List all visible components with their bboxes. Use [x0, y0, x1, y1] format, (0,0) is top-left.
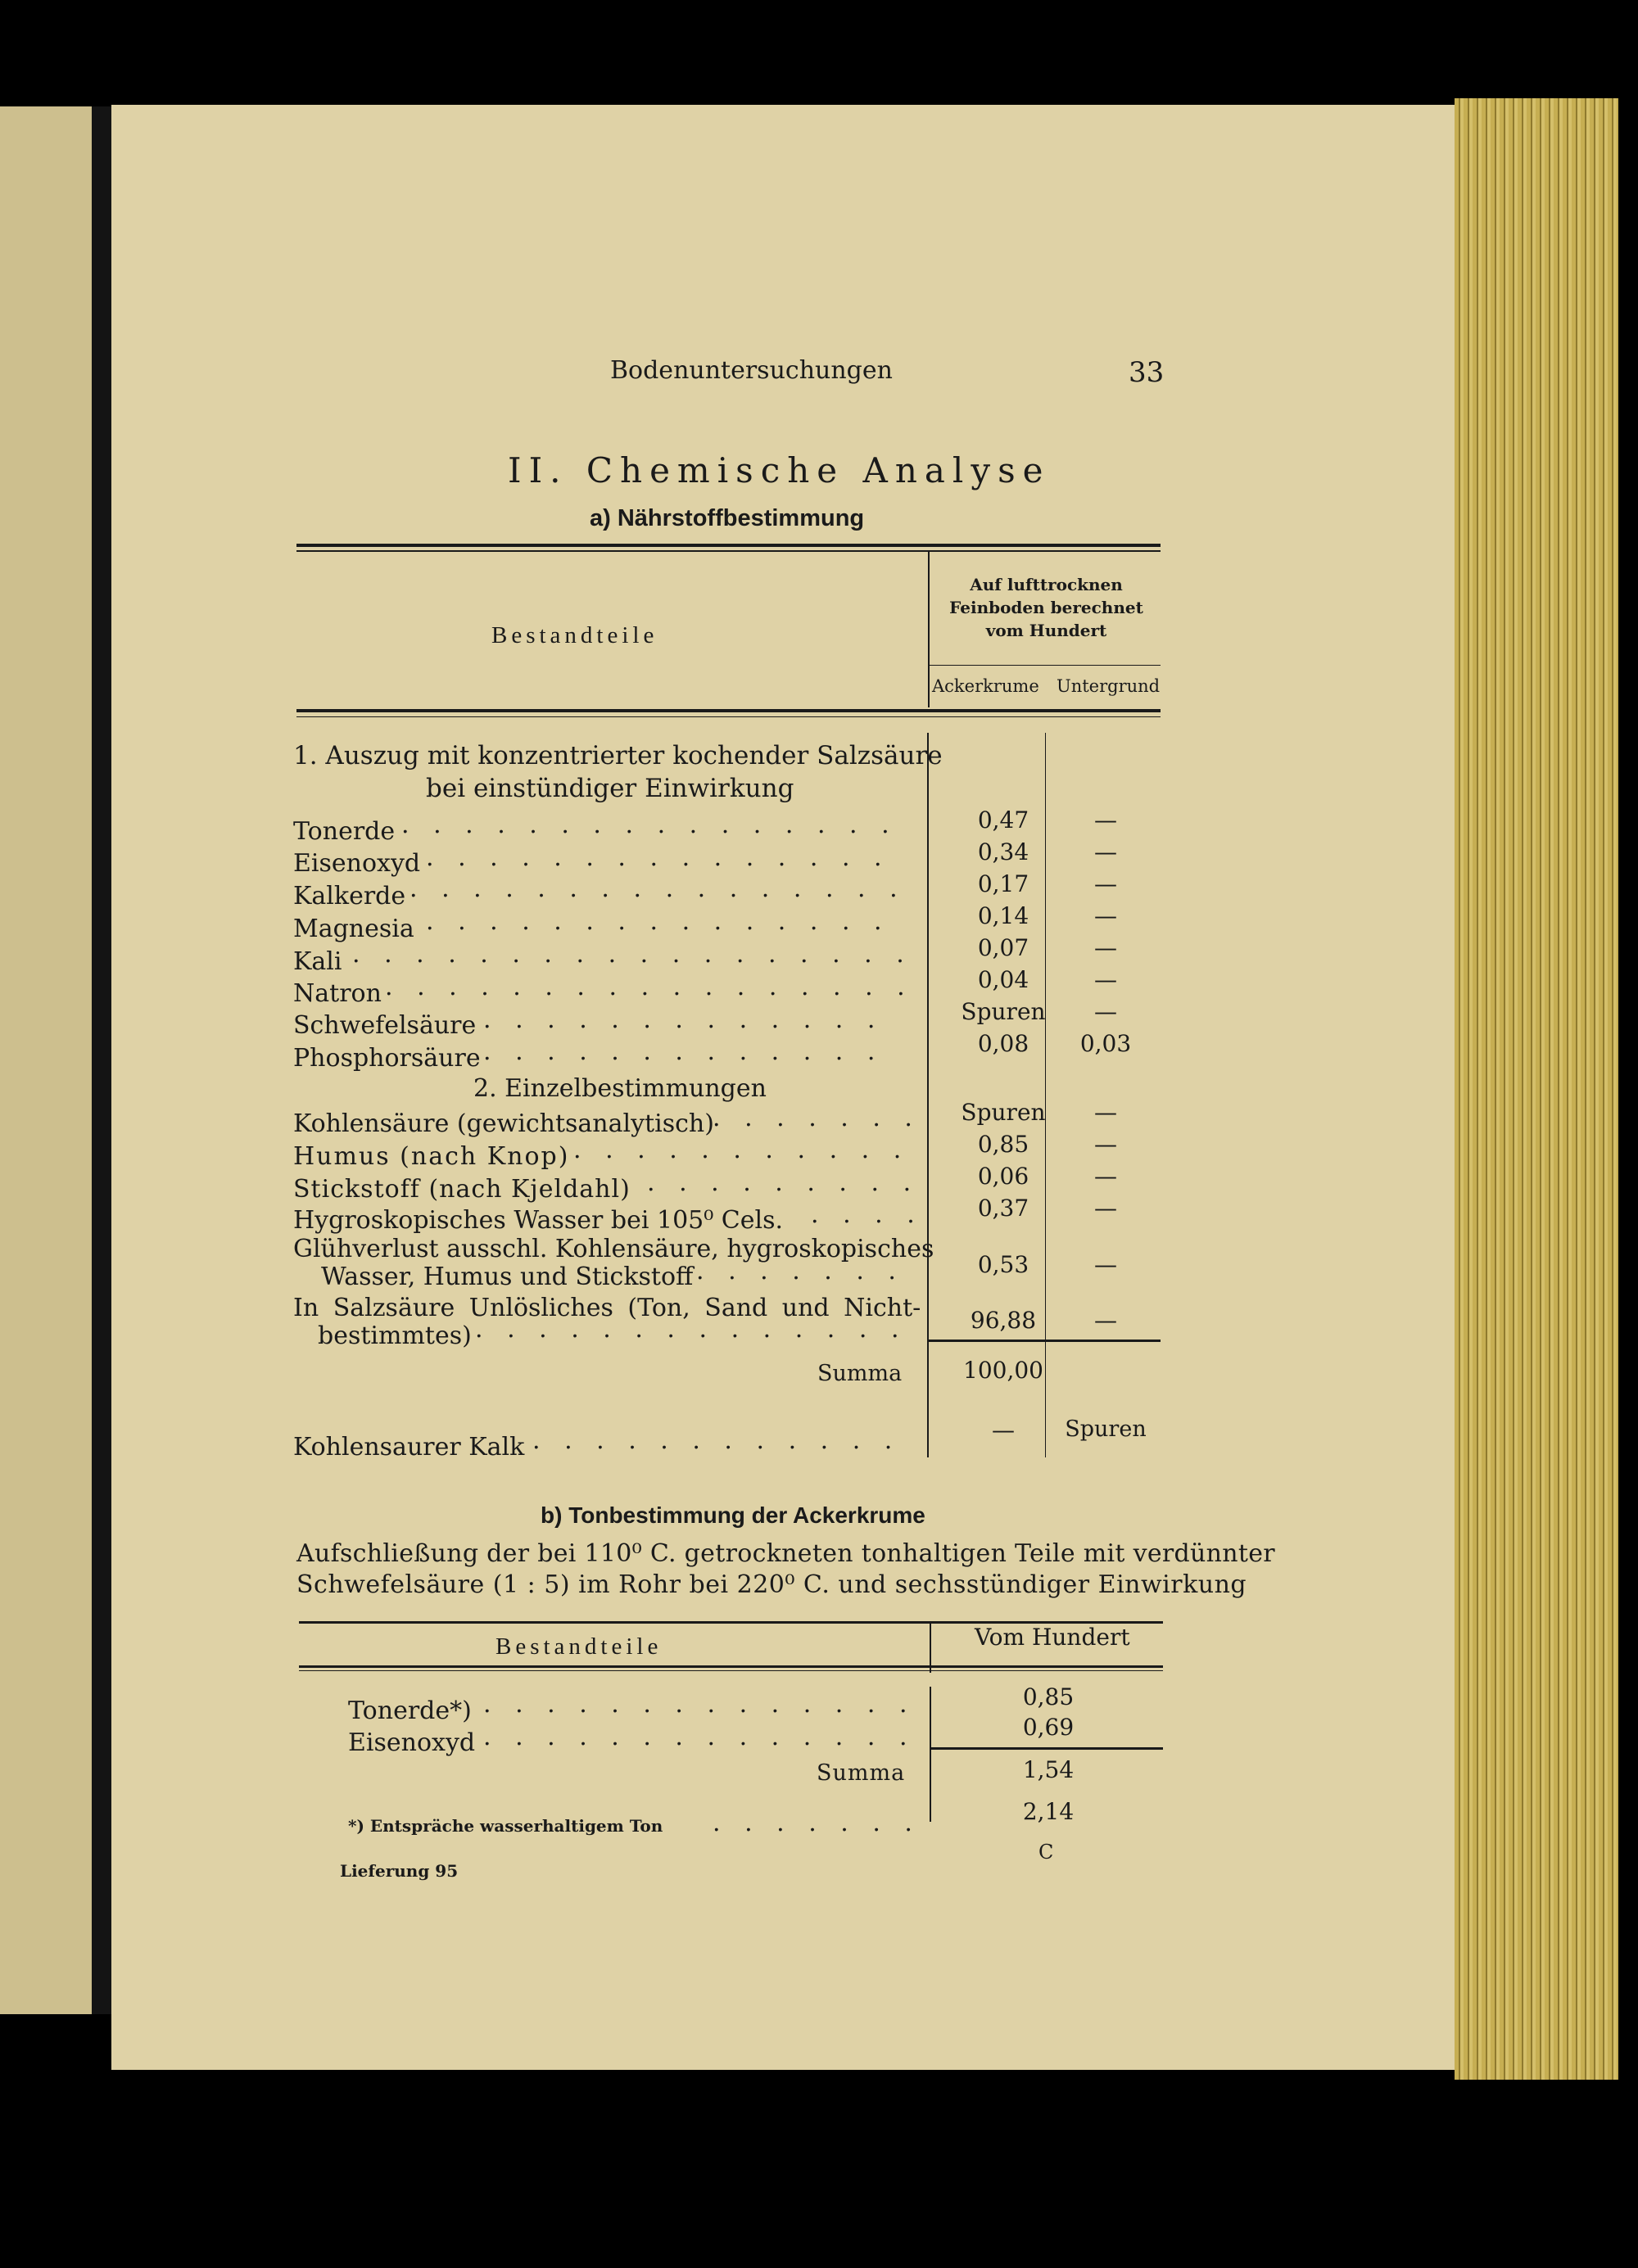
row-value-untergrund: — — [1094, 966, 1117, 993]
row-value-untergrund: — — [1094, 806, 1117, 834]
row-value-ackerkrume: 0,37 — [977, 1195, 1029, 1222]
table-b-summa-rule — [930, 1747, 1163, 1750]
page-number: 33 — [1129, 356, 1165, 389]
row-value-ackerkrume: Spuren — [961, 998, 1046, 1025]
row-label-phosphorsaeure: Phosphorsäure — [293, 1044, 481, 1073]
row-label-stickstoff: Stickstoff (nach Kjeldahl) — [293, 1175, 631, 1204]
row-label-natron: Natron — [293, 979, 382, 1008]
table-b-row-value: 0,69 — [1022, 1714, 1075, 1741]
col-untergrund: Untergrund — [1057, 676, 1161, 696]
book-gutter — [92, 106, 111, 2014]
row-label-gluehverlust: Glühverlust ausschl. Kohlensäure, hygroskopisches — [293, 1235, 934, 1263]
row-value-ackerkrume: 0,14 — [977, 902, 1029, 929]
part-a-title: a) Nährstoffbestimmung — [590, 505, 865, 531]
row-label-unloesliches: In Salzsäure Unlösliches (Ton, Sand und Nicht- — [293, 1294, 921, 1322]
part-b-title: b) Tonbestimmung der Ackerkrume — [541, 1502, 925, 1528]
row-value-untergrund: — — [1094, 838, 1117, 865]
summa-value: 100,00 — [963, 1357, 1043, 1384]
row-label-unloesliches-line2: bestimmtes) — [318, 1321, 472, 1350]
row-value-ackerkrume: 0,53 — [977, 1251, 1029, 1278]
footnote-label: *) Entspräche wasserhaltigem Ton — [348, 1816, 663, 1836]
row-label-schwefelsaeure: Schwefelsäure — [293, 1011, 477, 1040]
row-value-untergrund: — — [1094, 998, 1117, 1025]
row-label-humus: Humus (nach Knop) — [293, 1142, 570, 1171]
summa-label: Summa — [817, 1361, 903, 1386]
row-value-ackerkrume: 0,47 — [977, 806, 1029, 834]
row-label-kalkerde: Kalkerde — [293, 882, 406, 910]
section1-line2: bei einstündiger Einwirkung — [426, 774, 794, 803]
table-b-summa-label: Summa — [817, 1760, 906, 1786]
row-value-untergrund: — — [1094, 1307, 1117, 1334]
book-page — [111, 105, 1455, 2070]
signature-mark: C — [1038, 1841, 1054, 1864]
row-value-ackerkrume: 0,07 — [977, 934, 1029, 961]
row-value-ackerkrume: 0,85 — [977, 1131, 1029, 1158]
part-b-description-line2: Schwefelsäure (1 : 5) im Rohr bei 220⁰ C. und sechsstündiger Einwirkung — [296, 1570, 1247, 1599]
row-value-untergrund: — — [1094, 870, 1117, 897]
row-label-magnesia: Magnesia — [293, 915, 414, 943]
table-a-col-divider — [927, 733, 929, 1457]
row-value-ackerkrume: 0,17 — [977, 870, 1029, 897]
row-value-untergrund: 0,03 — [1079, 1030, 1132, 1057]
row-value-ackerkrume: 0,08 — [977, 1030, 1029, 1057]
left-page-edge — [0, 106, 92, 2014]
row-label-kali: Kali — [293, 947, 342, 976]
row-label-hygroskopisches-wasser: Hygroskopisches Wasser bei 105⁰ Cels. — [293, 1206, 784, 1235]
book-page-edges — [1455, 98, 1618, 2080]
row-label-tonerde: Tonerde — [293, 817, 396, 846]
lieferung-label: Lieferung 95 — [340, 1861, 459, 1881]
table-a-summa-rule — [927, 1340, 1161, 1342]
row-label-gluehverlust-line2: Wasser, Humus und Stickstoff — [321, 1263, 694, 1291]
table-b-row-label-eisenoxyd: Eisenoxyd — [348, 1728, 476, 1757]
col-ackerkrume: Ackerkrume — [932, 676, 1039, 696]
section1-line1: 1. Auszug mit konzentrierter kochender Salzsäure — [293, 741, 943, 770]
row-value-ackerkrume: 0,06 — [977, 1163, 1029, 1190]
row-value-untergrund: — — [1094, 1163, 1117, 1190]
row-value-untergrund: — — [1094, 1099, 1117, 1126]
row-label-eisenoxyd: Eisenoxyd — [293, 849, 421, 878]
row-value-untergrund: — — [1094, 902, 1117, 929]
row-value-untergrund: — — [1094, 1131, 1117, 1158]
row-value-ackerkrume: Spuren — [961, 1099, 1046, 1126]
row-label-kohlensaurer-kalk: Kohlensaurer Kalk — [293, 1433, 525, 1462]
table-b-col-value-header: Vom Hundert — [975, 1624, 1130, 1651]
table-b-summa-value: 1,54 — [1022, 1756, 1075, 1783]
part-b-description-line1: Aufschließung der bei 110⁰ C. getrockneten tonhaltigen Teile mit verdünnter — [296, 1539, 1275, 1568]
section-title: II. Chemische Analyse — [508, 450, 1051, 490]
table-a-top-rule — [296, 544, 1161, 547]
table-b-row-label-tonerde: Tonerde*) — [348, 1696, 472, 1725]
row-value-untergrund: Spuren — [1065, 1416, 1147, 1442]
row-value-ackerkrume: — — [992, 1416, 1015, 1443]
col-header-bestandteile: Bestandteile — [491, 622, 658, 648]
row-value-untergrund: — — [1094, 934, 1117, 961]
section2-heading: 2. Einzelbestimmungen — [473, 1074, 767, 1103]
footnote-value: 2,14 — [1022, 1798, 1075, 1825]
col-group-header: Auf lufttrocknen Feinboden berechnet vom Hundert — [949, 575, 1143, 640]
table-b-header-rule — [299, 1665, 1163, 1668]
row-value-ackerkrume: 0,04 — [977, 966, 1029, 993]
table-b-col-header: Bestandteile — [495, 1633, 663, 1660]
row-value-untergrund: — — [1094, 1195, 1117, 1222]
table-b-row-value: 0,85 — [1022, 1683, 1075, 1710]
row-value-untergrund: — — [1094, 1251, 1117, 1278]
table-b-col-divider — [930, 1687, 931, 1822]
running-head: Bodenuntersuchungen — [610, 356, 893, 385]
row-value-ackerkrume: 96,88 — [970, 1307, 1037, 1334]
row-label-kohlensaeure: Kohlensäure (gewichtsanalytisch) — [293, 1109, 714, 1138]
row-value-ackerkrume: 0,34 — [977, 838, 1029, 865]
table-a-header-rule — [296, 709, 1161, 712]
